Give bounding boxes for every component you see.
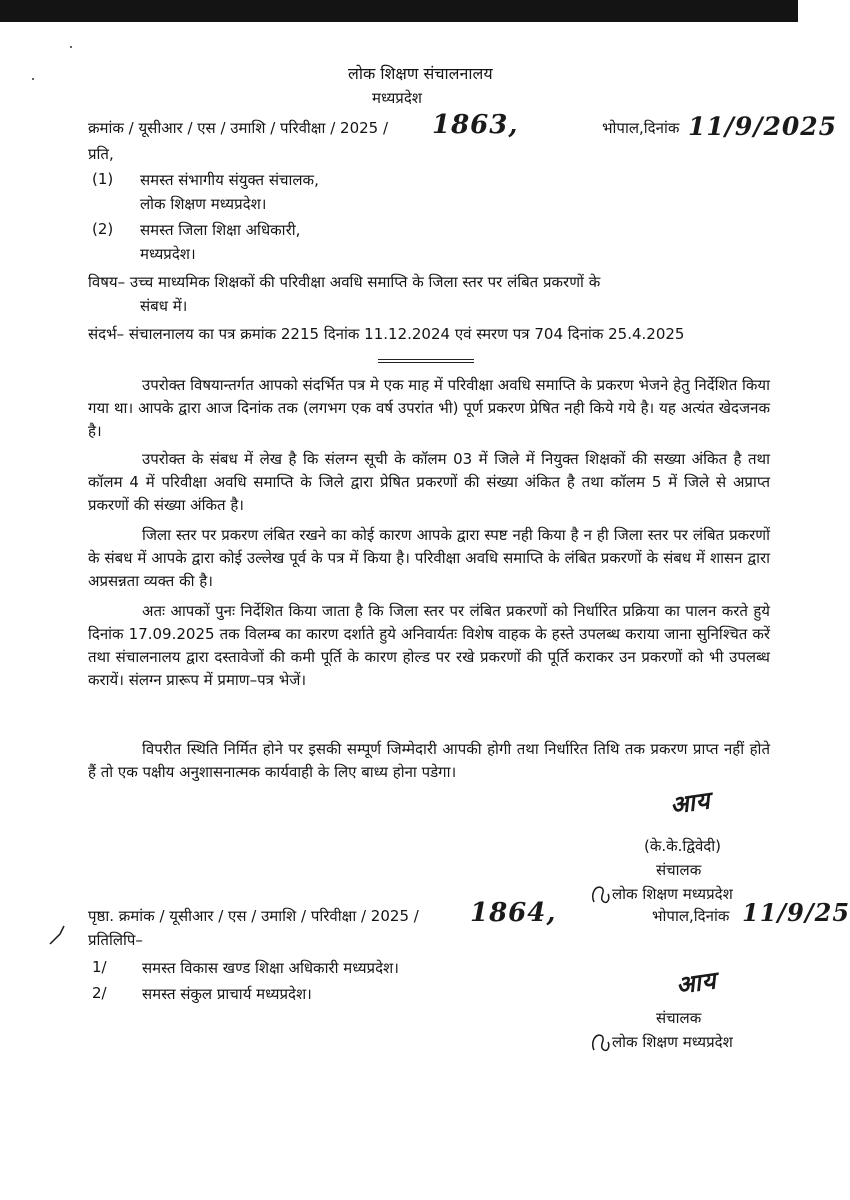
top-dark-edge: [0, 0, 820, 22]
to-label: प्रति,: [88, 145, 114, 163]
copy-label: प्रतिलिपि–: [88, 931, 143, 949]
handwritten-letter-number: 1863,: [432, 110, 519, 140]
divider: [378, 359, 474, 360]
signatory-office: लोक शिक्षण मध्यप्रदेश: [612, 1033, 733, 1051]
recipient-line: लोक शिक्षण मध्यप्रदेश।: [140, 195, 267, 213]
subject-line: संबध में।: [140, 297, 188, 315]
margin-tick-icon: [46, 924, 68, 948]
signature-mark: आय: [674, 965, 719, 1000]
recipient-line: समस्त जिला शिक्षा अधिकारी,: [140, 221, 301, 239]
copy-number: 2/: [92, 984, 107, 1002]
subject-line: विषय– उच्च माध्यमिक शिक्षकों की परिवीक्षा अवधि समाप्ति के जिला स्तर पर लंबित प्रकरणों के: [88, 273, 601, 291]
handwritten-date: 11/9/25: [742, 898, 850, 927]
place-date-label: भोपाल,दिनांक: [652, 907, 730, 925]
recipient-line: समस्त संभागीय संयुक्त संचालक,: [140, 171, 319, 189]
handwritten-date: 11/9/2025: [688, 112, 838, 141]
scan-speck: [32, 78, 34, 80]
body-paragraph: उपरोक्त विषयान्तर्गत आपको संदर्भित पत्र मे एक माह में परिवीक्षा अवधि समाप्ति के प्रकरण भेजने हेतु निर्देशित किया गया था। आपके द्वारा आज दिनांक तक (लगभग एक वर्ष उपरांत भी) पूर्ण प्रकरण प्रेषित नही किये गये है। यह अत्यंत खेदजनक है।: [88, 376, 771, 440]
office-title: लोक शिक्षण संचालनालय: [348, 64, 493, 83]
copy-recipient: समस्त संकुल प्राचार्य मध्यप्रदेश।: [142, 985, 312, 1003]
body-paragraph: अतः आपकों पुनः निर्देशित किया जाता है कि जिला स्तर पर लंबित प्रकरणों को निर्धारित प्रक्रिया का पालन करते हुये दिनांक 17.09.2025 तक विलम्ब का कारण दर्शाते हुये अनिवार्यतः विशेष वाहक के हस्ते उपलब्ध कराया जाना सुनिश्चित करें तथा संचालनालय द्वारा दस्तावेजों की कमी पूर्ति के कारण होल्ड पर रखे प्रकरणों की पूर्ति कराकर उन प्रकरणों को भी उपलब्ध करायें। संलग्न प्रारूप में प्रमाण–पत्र भेजें।: [88, 602, 770, 689]
endorsement-number: पृष्ठा. क्रमांक / यूसीआर / एस / उमाशि / परिवीक्षा / 2025 /: [88, 907, 419, 925]
recipient-line: मध्यप्रदेश।: [140, 245, 196, 263]
body-paragraph: उपरोक्त के संबध में लेख है कि संलग्न सूची के कॉलम 03 में जिले में नियुक्त शिक्षकों की सख्या अंकित है तथा कॉलम 4 में परिवीक्षा अवधि समाप्ति के जिले द्वारा प्रेषित प्रकरणों की संख्या अंकित है तथा कॉलम 5 में जिले से अप्राप्त प्रकरणों की संख्या अंकित है।: [88, 450, 770, 514]
recipient-number: (1): [92, 170, 114, 188]
initial-scribble-icon: [588, 880, 612, 906]
initial-scribble-icon: [588, 1028, 612, 1054]
copy-recipient: समस्त विकास खण्ड शिक्षा अधिकारी मध्यप्रदेश।: [142, 959, 399, 977]
signatory-name: (के.के.द्विवेदी): [644, 837, 721, 855]
reference-number: क्रमांक / यूसीआर / एस / उमाशि / परिवीक्षा / 2025 /: [88, 119, 389, 137]
context-line: संदर्भ– संचालनालय का पत्र क्रमांक 2215 दिनांक 11.12.2024 एवं स्मरण पत्र 704 दिनांक 25.4.2025: [88, 325, 685, 343]
office-state: मध्यप्रदेश: [372, 89, 423, 107]
copy-number: 1/: [92, 958, 107, 976]
handwritten-endorsement-number: 1864,: [470, 898, 557, 928]
signature-mark: आय: [668, 785, 713, 820]
body-paragraph: जिला स्तर पर प्रकरण लंबित रखने का कोई कारण आपके द्वारा स्पष्ट नही किया है न ही जिला स्तर पर लंबित प्रकरणों के संबध में आपके द्वारा कोई उल्लेख पूर्व के पत्र में किया है। परिवीक्षा अवधि समाप्ति के लंबित प्रकरणों के संबध में शासन द्वारा अप्रसन्नता व्यक्त की है।: [88, 526, 770, 590]
body-paragraph: विपरीत स्थिति निर्मित होने पर इसकी सम्पूर्ण जिम्मेदारी आपकी होगी तथा निर्धारित तिथि तक प्रकरण प्राप्त नहीं होते हैं तो एक पक्षीय अनुशासनात्मक कार्यवाही के लिए बाध्य होना पडेगा।: [88, 740, 770, 781]
place-date-label: भोपाल,दिनांक: [602, 119, 680, 137]
signatory-designation: संचालक: [656, 1009, 702, 1027]
signatory-designation: संचालक: [656, 861, 702, 879]
signatory-office: लोक शिक्षण मध्यप्रदेश: [612, 885, 733, 903]
divider: [378, 362, 474, 363]
recipient-number: (2): [92, 220, 114, 238]
scan-speck: [70, 46, 72, 48]
